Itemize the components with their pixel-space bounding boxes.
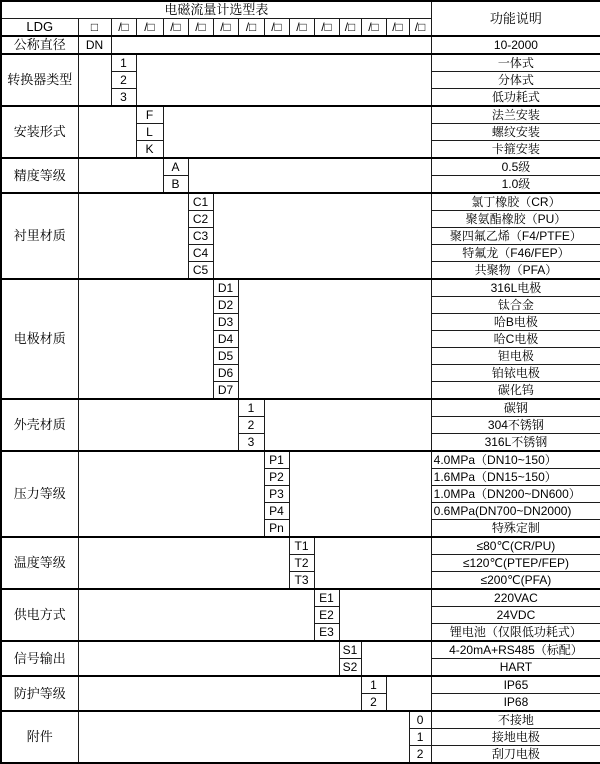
code-cell: 1 <box>409 729 431 746</box>
ldg-slot-cell: /□ <box>361 19 386 37</box>
code-cell: 1 <box>361 676 386 694</box>
desc-cell: 低功耗式 <box>431 89 600 107</box>
table-row <box>1 399 600 417</box>
code-cell: 3 <box>111 89 136 107</box>
code-cell: 1 <box>238 399 264 417</box>
code-cell: 2 <box>361 694 386 712</box>
code-cell: C1 <box>188 193 213 211</box>
group-label-accessory: 附件 <box>1 711 78 763</box>
group-label-lining-material: 衬里材质 <box>1 193 78 279</box>
ldg-slot-cell: /□ <box>339 19 361 37</box>
desc-cell: 共聚物（PFA） <box>431 262 600 280</box>
code-cell: T3 <box>289 572 314 590</box>
group-label-installation: 安装形式 <box>1 106 78 158</box>
desc-cell: IP68 <box>431 694 600 712</box>
desc-cell: 卡箍安装 <box>431 141 600 159</box>
code-cell: P4 <box>264 503 289 520</box>
desc-cell: 1.6MPa（DN15~150） <box>431 469 600 486</box>
code-cell: A <box>163 158 188 176</box>
code-cell: B <box>163 176 188 194</box>
ldg-box-cell: □ <box>78 19 111 37</box>
desc-cell: 4.0MPa（DN10~150） <box>431 451 600 469</box>
empty-cell <box>78 589 314 641</box>
empty-cell <box>111 36 431 54</box>
ldg-slot-cell: /□ <box>264 19 289 37</box>
page-title: 电磁流量计选型表 <box>1 1 431 19</box>
table-row <box>1 106 600 124</box>
group-label-pressure-rating: 压力等级 <box>1 451 78 537</box>
table-row <box>1 36 600 54</box>
code-cell: 1 <box>111 54 136 72</box>
empty-cell <box>78 158 163 193</box>
empty-cell <box>78 711 409 763</box>
empty-cell <box>78 641 339 676</box>
empty-cell <box>78 54 111 106</box>
code-cell: D4 <box>213 331 238 348</box>
desc-cell: 316L电极 <box>431 279 600 297</box>
empty-cell <box>78 537 289 589</box>
desc-cell: 特殊定制 <box>431 520 600 538</box>
desc-cell: 不接地 <box>431 711 600 729</box>
code-cell: C5 <box>188 262 213 280</box>
desc-cell: 304不锈钢 <box>431 417 600 434</box>
ldg-slot-cell: /□ <box>314 19 339 37</box>
code-cell: Pn <box>264 520 289 538</box>
desc-cell: 钽电极 <box>431 348 600 365</box>
code-cell: E1 <box>314 589 339 607</box>
code-cell: S1 <box>339 641 361 659</box>
ldg-slot-cell: /□ <box>163 19 188 37</box>
desc-cell: 一体式 <box>431 54 600 72</box>
desc-cell: ≤120℃(PTEP/FEP) <box>431 555 600 572</box>
table-row <box>1 158 600 176</box>
code-cell: F <box>136 106 163 124</box>
desc-cell: 24VDC <box>431 607 600 624</box>
empty-cell <box>78 279 213 399</box>
desc-cell: 铂铱电极 <box>431 365 600 382</box>
desc-cell: 法兰安装 <box>431 106 600 124</box>
desc-cell: 0.6MPa(DN700~DN2000) <box>431 503 600 520</box>
group-label-protection-rating: 防护等级 <box>1 676 78 711</box>
ldg-slot-cell: /□ <box>289 19 314 37</box>
empty-cell <box>213 193 431 279</box>
ldg-slot-cell: /□ <box>409 19 431 37</box>
code-cell: S2 <box>339 659 361 677</box>
empty-cell <box>136 54 431 106</box>
code-cell: D5 <box>213 348 238 365</box>
empty-cell <box>78 193 188 279</box>
desc-cell: 哈C电极 <box>431 331 600 348</box>
code-cell: 2 <box>111 72 136 89</box>
ldg-slot-cell: /□ <box>188 19 213 37</box>
group-label-temperature-rating: 温度等级 <box>1 537 78 589</box>
code-cell: D1 <box>213 279 238 297</box>
ldg-slot-cell: /□ <box>213 19 238 37</box>
desc-cell: 刮刀电极 <box>431 746 600 764</box>
desc-cell: ≤80℃(CR/PU) <box>431 537 600 555</box>
desc-cell: 0.5级 <box>431 158 600 176</box>
ldg-slot-cell: /□ <box>136 19 163 37</box>
desc-cell: 锂电池（仅限低功耗式） <box>431 624 600 642</box>
desc-cell: 氯丁橡胶（CR） <box>431 193 600 211</box>
group-label-accuracy: 精度等级 <box>1 158 78 193</box>
ldg-slot-cell: /□ <box>386 19 409 37</box>
empty-cell <box>264 399 431 451</box>
empty-cell <box>314 537 431 589</box>
table-row <box>1 676 600 694</box>
code-cell: P2 <box>264 469 289 486</box>
code-cell: C2 <box>188 211 213 228</box>
ldg-label: LDG <box>1 19 78 37</box>
table-row <box>1 279 600 297</box>
desc-cell: 1.0MPa（DN200~DN600） <box>431 486 600 503</box>
ldg-slot-cell: /□ <box>111 19 136 37</box>
code-cell: D6 <box>213 365 238 382</box>
desc-cell: 1.0级 <box>431 176 600 194</box>
code-cell: DN <box>78 36 111 54</box>
code-cell: T1 <box>289 537 314 555</box>
desc-cell: 碳钢 <box>431 399 600 417</box>
code-cell: 2 <box>409 746 431 764</box>
group-label-housing-material: 外壳材质 <box>1 399 78 451</box>
desc-cell: 碳化钨 <box>431 382 600 400</box>
code-cell: D7 <box>213 382 238 400</box>
table-row <box>1 54 600 72</box>
desc-cell: IP65 <box>431 676 600 694</box>
desc-cell: 特氟龙（F46/FEP） <box>431 245 600 262</box>
empty-cell <box>78 451 264 537</box>
code-cell: K <box>136 141 163 159</box>
table-row <box>1 589 600 607</box>
empty-cell <box>339 589 431 641</box>
desc-cell: 螺纹安装 <box>431 124 600 141</box>
table-row <box>1 537 600 555</box>
code-cell: L <box>136 124 163 141</box>
empty-cell <box>361 641 431 676</box>
code-cell: C3 <box>188 228 213 245</box>
code-cell: E3 <box>314 624 339 642</box>
empty-cell <box>78 676 361 711</box>
ldg-slot-cell: /□ <box>238 19 264 37</box>
empty-cell <box>238 279 431 399</box>
code-cell: P3 <box>264 486 289 503</box>
desc-cell: 316L不锈钢 <box>431 434 600 452</box>
desc-cell: 10-2000 <box>431 36 600 54</box>
empty-cell <box>289 451 431 537</box>
empty-cell <box>78 106 136 158</box>
desc-cell: 分体式 <box>431 72 600 89</box>
group-label-nominal-diameter: 公称直径 <box>1 36 78 54</box>
table-row <box>1 451 600 469</box>
code-cell: 2 <box>238 417 264 434</box>
desc-cell: 聚四氟乙烯（F4/PTFE） <box>431 228 600 245</box>
desc-cell: 哈B电极 <box>431 314 600 331</box>
code-cell: 0 <box>409 711 431 729</box>
group-label-power-supply: 供电方式 <box>1 589 78 641</box>
empty-cell <box>78 399 238 451</box>
table-row <box>1 641 600 659</box>
desc-cell: 220VAC <box>431 589 600 607</box>
table-row <box>1 193 600 211</box>
empty-cell <box>188 158 431 193</box>
code-cell: 3 <box>238 434 264 452</box>
code-cell: P1 <box>264 451 289 469</box>
empty-cell <box>163 106 431 158</box>
group-label-electrode-material: 电极材质 <box>1 279 78 399</box>
right-column-header: 功能说明 <box>431 1 600 36</box>
desc-cell: 4-20mA+RS485（标配） <box>431 641 600 659</box>
group-label-signal-output: 信号输出 <box>1 641 78 676</box>
code-cell: T2 <box>289 555 314 572</box>
title-row <box>1 1 600 19</box>
empty-cell <box>386 676 431 711</box>
desc-cell: 钛合金 <box>431 297 600 314</box>
desc-cell: ≤200℃(PFA) <box>431 572 600 590</box>
group-label-converter-type: 转换器类型 <box>1 54 78 106</box>
desc-cell: 接地电极 <box>431 729 600 746</box>
code-cell: E2 <box>314 607 339 624</box>
desc-cell: 聚氨酯橡胶（PU） <box>431 211 600 228</box>
table-row <box>1 711 600 729</box>
code-cell: D3 <box>213 314 238 331</box>
code-cell: D2 <box>213 297 238 314</box>
code-cell: C4 <box>188 245 213 262</box>
desc-cell: HART <box>431 659 600 677</box>
